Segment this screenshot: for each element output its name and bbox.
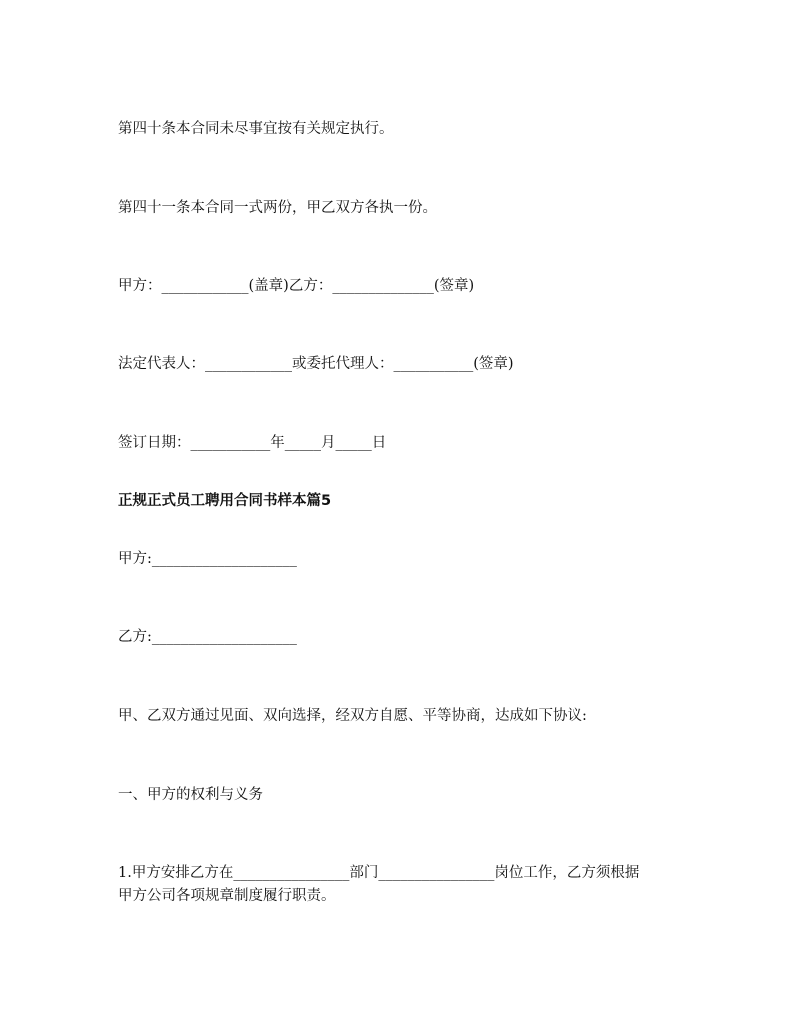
signature-party-line: 甲方：____________(盖章)乙方：______________(签章) (118, 278, 475, 294)
article-40: 第四十条本合同未尽事宜按有关规定执行。 (118, 121, 394, 137)
article-41: 第四十一条本合同一式两份，甲乙双方各执一份。 (118, 200, 437, 216)
intro-paragraph: 甲、乙双方通过见面、双向选择，经双方自愿、平等协商，达成如下协议: (118, 708, 587, 724)
party-a-line: 甲方:____________________ (118, 551, 297, 567)
subsection-title: 一、甲方的权利与义务 (118, 787, 263, 803)
signing-date-line: 签订日期：___________年_____月_____日 (118, 435, 387, 451)
party-b-line: 乙方:____________________ (118, 629, 297, 645)
legal-representative-line: 法定代表人：____________或委托代理人：___________(签章) (118, 356, 514, 372)
section-title: 正规正式员工聘用合同书样本篇5 (118, 493, 332, 509)
clause-1-line-2: 甲方公司各项规章制度履行职责。 (118, 888, 336, 904)
clause-1-line-1: 1.甲方安排乙方在________________部门________________岗位工作，乙方须根据 (118, 865, 640, 881)
